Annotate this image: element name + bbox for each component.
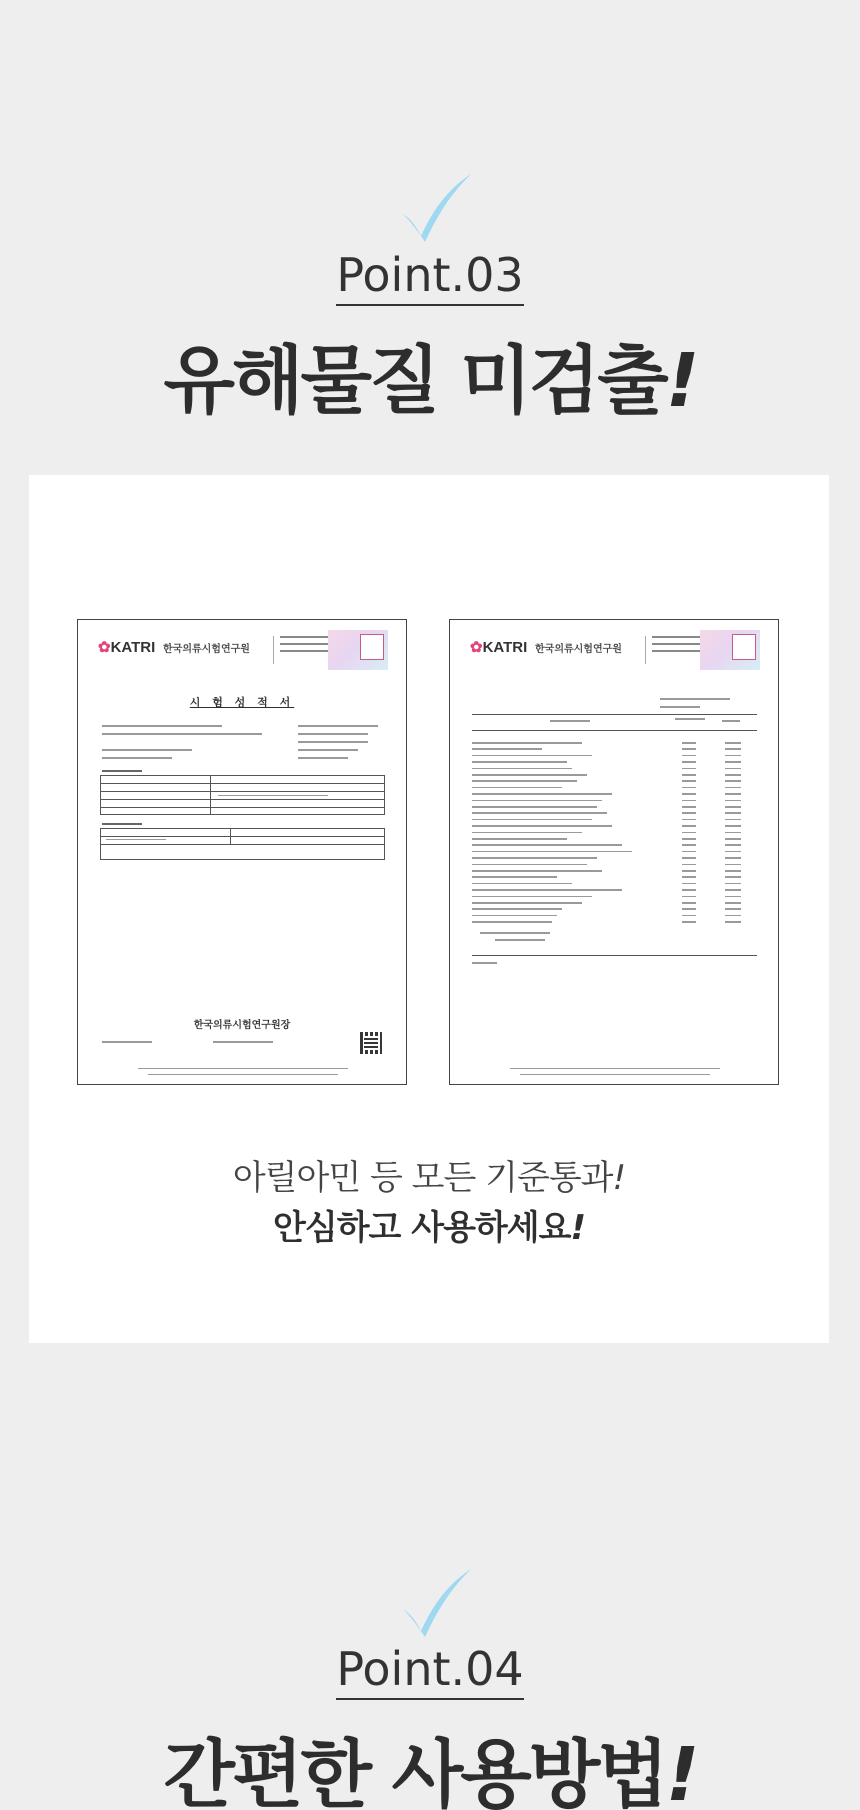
result-row-limit bbox=[682, 857, 696, 859]
result-row-value bbox=[725, 851, 741, 853]
certification-stamp bbox=[700, 630, 760, 670]
result-row-limit bbox=[682, 838, 696, 840]
result-row-text bbox=[472, 780, 577, 782]
result-row-limit bbox=[682, 915, 696, 917]
result-row-value bbox=[725, 883, 741, 885]
signature-title: 한국의류시험연구원장 bbox=[193, 1020, 291, 1031]
result-row-text bbox=[472, 883, 572, 885]
result-row-value bbox=[725, 780, 741, 782]
result-row-value bbox=[725, 774, 741, 776]
result-row-value bbox=[725, 819, 741, 821]
certificate-panel bbox=[29, 475, 829, 1343]
result-row-value bbox=[725, 761, 741, 763]
result-row-limit bbox=[682, 806, 696, 808]
result-row-text bbox=[472, 876, 557, 878]
result-row-value bbox=[725, 889, 741, 891]
document-header bbox=[98, 630, 388, 670]
checkmark-icon bbox=[395, 170, 475, 250]
result-row-limit bbox=[682, 864, 696, 866]
katri-logo: ✿KATRI bbox=[470, 639, 528, 656]
result-row-limit bbox=[682, 800, 696, 802]
result-row-text bbox=[472, 838, 567, 840]
result-row-value bbox=[725, 755, 741, 757]
result-row-value bbox=[725, 768, 741, 770]
result-row-text bbox=[472, 825, 612, 827]
result-row-value bbox=[725, 825, 741, 827]
document-header bbox=[470, 630, 760, 670]
result-row-limit bbox=[682, 896, 696, 898]
result-row-value bbox=[725, 806, 741, 808]
result-row-text bbox=[472, 896, 592, 898]
checkmark-icon bbox=[395, 1565, 475, 1645]
result-row-text bbox=[472, 844, 622, 846]
result-row-value bbox=[725, 902, 741, 904]
result-row-limit bbox=[682, 876, 696, 878]
result-row-text bbox=[472, 857, 597, 859]
result-row-limit bbox=[682, 748, 696, 750]
institute-name: 한국의류시험연구원 bbox=[535, 644, 622, 655]
document-title: 시 험 성 적 서 bbox=[189, 696, 295, 709]
result-row-text bbox=[472, 864, 587, 866]
test-report-page-2 bbox=[449, 619, 779, 1085]
result-row-limit bbox=[682, 812, 696, 814]
point-04-headline: 간편한 사용방법! bbox=[163, 1732, 697, 1810]
result-row-limit bbox=[682, 908, 696, 910]
result-row-limit bbox=[682, 902, 696, 904]
result-row-text bbox=[472, 742, 582, 744]
result-row-value bbox=[725, 915, 741, 917]
result-row-value bbox=[725, 793, 741, 795]
result-row-value bbox=[725, 812, 741, 814]
result-row-text bbox=[472, 806, 597, 808]
result-row-value bbox=[725, 748, 741, 750]
result-row-text bbox=[472, 832, 582, 834]
result-row-value bbox=[725, 870, 741, 872]
test-report-page-1 bbox=[77, 619, 407, 1085]
result-row-value bbox=[725, 876, 741, 878]
institute-name: 한국의류시험연구원 bbox=[163, 644, 250, 655]
result-row-value bbox=[725, 787, 741, 789]
result-row-text bbox=[472, 774, 587, 776]
result-row-text bbox=[472, 915, 557, 917]
result-row-text bbox=[472, 851, 632, 853]
result-row-limit bbox=[682, 819, 696, 821]
result-row-limit bbox=[682, 774, 696, 776]
result-row-limit bbox=[682, 793, 696, 795]
result-row-value bbox=[725, 921, 741, 923]
result-row-text bbox=[472, 889, 622, 891]
result-row-limit bbox=[682, 851, 696, 853]
result-row-limit bbox=[682, 832, 696, 834]
caption-line-2: 안심하고 사용하세요! bbox=[273, 1208, 585, 1248]
result-row-limit bbox=[682, 921, 696, 923]
result-row-text bbox=[472, 819, 592, 821]
result-row-text bbox=[472, 761, 567, 763]
result-row-value bbox=[725, 742, 741, 744]
result-row-value bbox=[725, 800, 741, 802]
result-row-limit bbox=[682, 870, 696, 872]
result-row-limit bbox=[682, 755, 696, 757]
result-row-limit bbox=[682, 768, 696, 770]
result-row-text bbox=[472, 812, 607, 814]
result-row-limit bbox=[682, 883, 696, 885]
result-row-limit bbox=[682, 844, 696, 846]
result-row-text bbox=[472, 787, 562, 789]
katri-logo: ✿KATRI bbox=[98, 639, 156, 656]
result-row-text bbox=[472, 921, 552, 923]
result-row-value bbox=[725, 908, 741, 910]
result-row-limit bbox=[682, 787, 696, 789]
result-row-text bbox=[472, 908, 562, 910]
point-04-label: Point.04 bbox=[0, 1642, 860, 1696]
result-row-limit bbox=[682, 825, 696, 827]
result-row-limit bbox=[682, 761, 696, 763]
qr-code bbox=[360, 1032, 382, 1054]
result-row-value bbox=[725, 864, 741, 866]
result-row-text bbox=[472, 800, 602, 802]
result-row-limit bbox=[682, 742, 696, 744]
result-row-text bbox=[472, 768, 572, 770]
result-row-limit bbox=[682, 889, 696, 891]
result-row-text bbox=[472, 902, 582, 904]
result-row-value bbox=[725, 896, 741, 898]
result-row-text bbox=[472, 793, 612, 795]
caption-line-1: 아릴아민 등 모든 기준통과! bbox=[232, 1158, 626, 1198]
point-03-headline: 유해물질 미검출! bbox=[163, 338, 697, 424]
result-row-text bbox=[472, 748, 542, 750]
result-row-text bbox=[472, 755, 592, 757]
result-row-value bbox=[725, 832, 741, 834]
result-row-text bbox=[472, 870, 602, 872]
result-row-value bbox=[725, 838, 741, 840]
result-row-value bbox=[725, 857, 741, 859]
result-row-limit bbox=[682, 780, 696, 782]
result-row-value bbox=[725, 844, 741, 846]
certification-stamp bbox=[328, 630, 388, 670]
point-03-label: Point.03 bbox=[0, 248, 860, 302]
